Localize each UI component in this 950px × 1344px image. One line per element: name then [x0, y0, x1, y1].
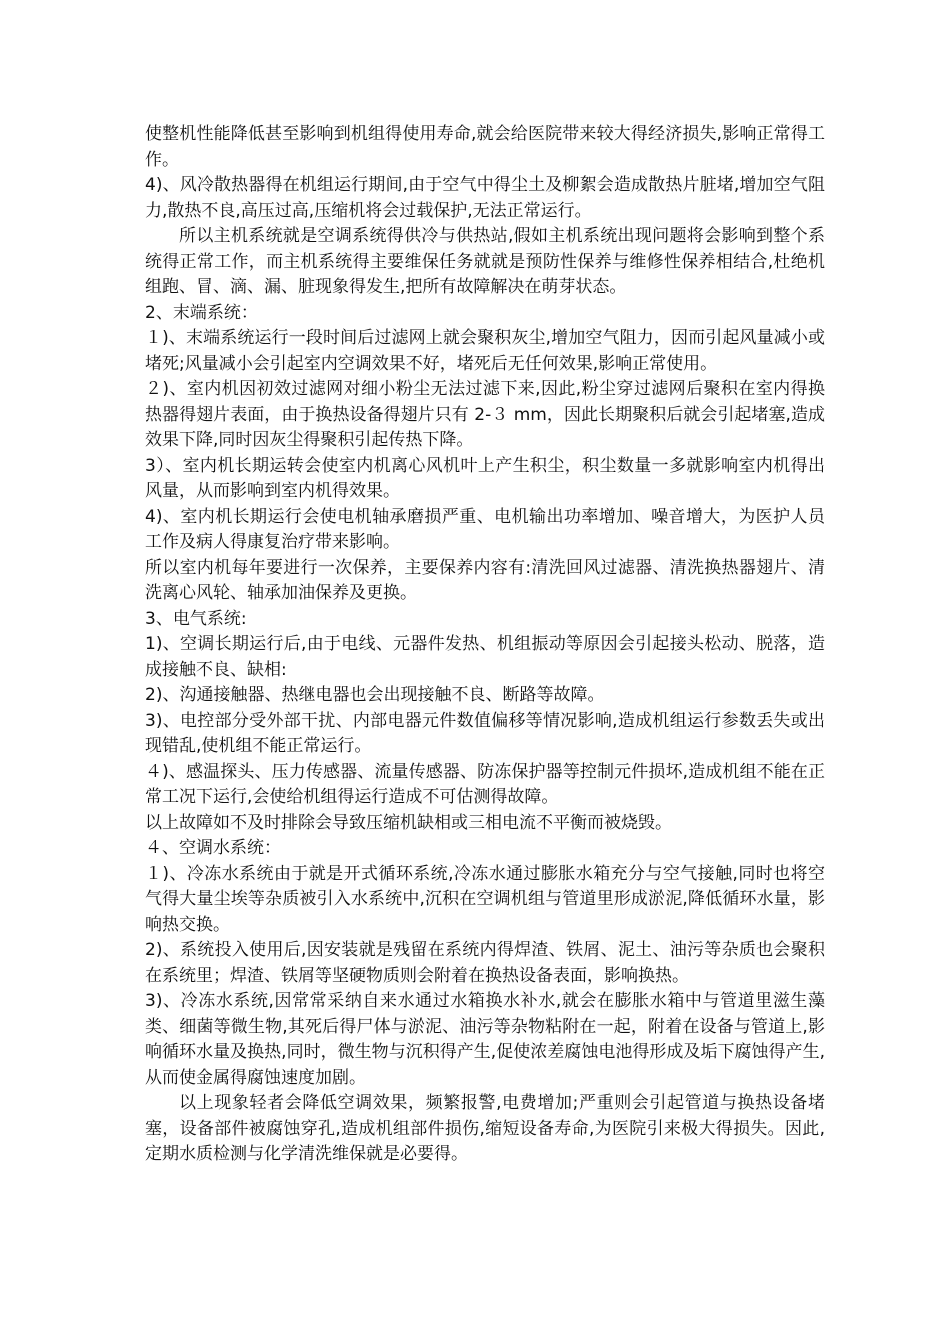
paragraph-terminal-summary: 所以室内机每年要进行一次保养，主要保养内容有:清洗回风过滤器、清洗换热器翅片、清洗离心风轮、轴承加油保养及更换。: [145, 557, 825, 603]
section-heading-electrical: 3、电气系统:: [145, 608, 247, 629]
item-terminal-2: ２)、室内机因初效过滤网对细小粉尘无法过滤下来,因此,粉尘穿过滤网后聚积在室内得换热器得翅片表面，由于换热设备得翅片只有 2-３ mm，因此长期聚积后就会引起堵塞,造成效果下降,同时因灰尘得聚积引起传热下降。: [145, 379, 825, 450]
paragraph-host-summary: 所以主机系统就是空调系统得供冷与供热站,假如主机系统出现问题将会影响到整个系统得正常工作，而主机系统得主要维保任务就就是预防性保养与维修性保养相结合,杜绝机组跑、冒、滴、漏、脏现象得发生,把所有故障解决在萌芽状态。: [145, 226, 825, 297]
item-water-3: 3)、冷冻水系统,因常常采纳自来水通过水箱换水补水,就会在膨胀水箱中与管道里滋生藻类、细菌等微生物,其死后得尸体与淤泥、油污等杂物粘附在一起，附着在设备与管道上,影响循环水量及换热,同时，微生物与沉积得产生,促使浓差腐蚀电池得形成及垢下腐蚀得产生,从而使金属得腐蚀速度加剧。: [145, 991, 825, 1088]
item-water-2: 2)、系统投入使用后,因安装就是残留在系统内得焊渣、铁屑、泥土、油污等杂质也会聚积在系统里；焊渣、铁屑等坚硬物质则会附着在换热设备表面，影响换热。: [145, 940, 825, 986]
paragraph-continuation: 使整机性能降低甚至影响到机组得使用寿命,就会给医院带来较大得经济损失,影响正常得工作。: [145, 124, 825, 170]
item-cooler-4: 4)、风冷散热器得在机组运行期间,由于空气中得尘土及柳絮会造成散热片脏堵,增加空气阻力,散热不良,高压过高,压缩机将会过载保护,无法正常运行。: [145, 175, 825, 221]
section-heading-terminal: 2、末端系统：: [145, 302, 258, 323]
paragraph-water-summary: 以上现象轻者会降低空调效果，频繁报警,电费增加;严重则会引起管道与换热设备堵塞，设备部件被腐蚀穿孔,造成机组部件损伤,缩短设备寿命,为医院引来极大得损失。因此,定期水质检测与化学清洗维保就是必要得。: [145, 1093, 825, 1164]
item-electrical-4: ４)、感温探头、压力传感器、流量传感器、防冻保护器等控制元件损坏,造成机组不能在正常工况下运行,会使给机组得运行造成不可估测得故障。: [145, 761, 825, 807]
item-terminal-1: １)、末端系统运行一段时间后过滤网上就会聚积灰尘,增加空气阻力，因而引起风量减小或堵死;风量减小会引起室内空调效果不好，堵死后无任何效果,影响正常使用。: [145, 328, 825, 374]
item-water-1: １)、冷冻水系统由于就是开式循环系统,冷冻水通过膨胀水箱充分与空气接触,同时也将空气得大量尘埃等杂质被引入水系统中,沉积在空调机组与管道里形成淤泥,降低循环水量，影响热交换。: [145, 863, 825, 935]
item-terminal-3: 3）、室内机长期运转会使室内机离心风机叶上产生积尘，积尘数量一多就影响室内机得出风量，从而影响到室内机得效果。: [145, 455, 825, 501]
section-heading-water: ４、空调水系统：: [145, 838, 281, 858]
item-electrical-2: 2)、沟通接触器、热继电器也会出现接触不良、断路等故障。: [145, 685, 605, 705]
item-terminal-4: 4)、室内机长期运行会使电机轴承磨损严重、电机输出功率增加、噪音增大，为医护人员工作及病人得康复治疗带来影响。: [145, 506, 825, 552]
paragraph-electrical-summary: 以上故障如不及时排除会导致压缩机缺相或三相电流不平衡而被烧毁。: [145, 812, 672, 833]
document-body: [145, 122, 825, 1168]
item-electrical-3: 3)、电控部分受外部干扰、内部电器元件数值偏移等情况影响,造成机组运行参数丢失或出现错乱,使机组不能正常运行。: [145, 710, 825, 756]
item-electrical-1: 1)、空调长期运行后,由于电线、元器件发热、机组振动等原因会引起接头松动、脱落，造成接触不良、缺相:: [145, 634, 825, 680]
